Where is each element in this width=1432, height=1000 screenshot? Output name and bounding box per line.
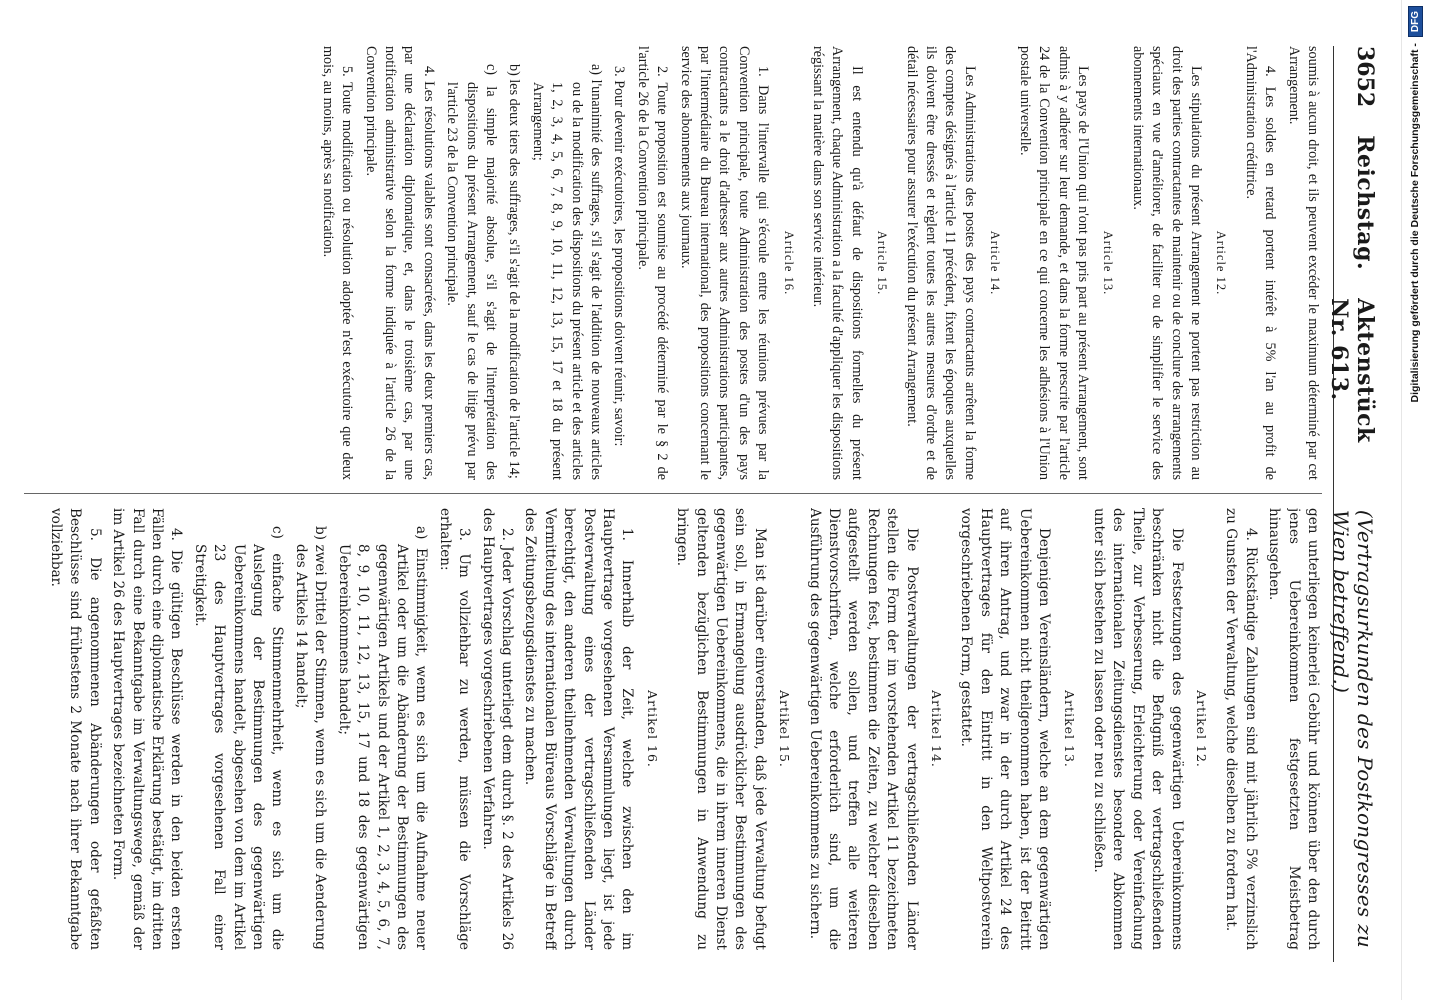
- article-heading: Article 15.: [875, 230, 890, 296]
- german-column: [24, 508, 1322, 950]
- scan-edge: [1401, 0, 1402, 1000]
- paragraph: 4. Les soldes en retard portent intérêt à 5% l'an au profit de l'Administration créditrice.: [1242, 46, 1279, 480]
- list-item: b) les deux tiers des suffrages, s'il s'agit de la modification de l'article 14;: [506, 64, 523, 479]
- page-number: 3652: [1352, 46, 1378, 108]
- paragraph: 4. Rückständige Zahlungen sind mit jährlich 5% verzinslich zu Gunsten der Verwaltung, welche dieselben zu fordern hat.: [1223, 508, 1259, 950]
- publication-name: Reichstag.: [1352, 135, 1378, 271]
- paragraph: 4. Les résolutions valables sont consacrées, dans les deux premiers cas, par une déclaration diplomatique, et, dans le troisième cas, par une notification administrative selon la forme indiquée à l'article 26 de la Convention principale.: [362, 46, 437, 480]
- paragraph: Les stipulations du présent Arrangement ne portent pas restriction au droit des parties contractantes de maintenir ou de conclure des arrangements spéciaux en vue d'améliorer, de faciliter ou de simplifier le service des abonnements internationaux.: [1129, 46, 1204, 480]
- list-item: a) l'unanimité des suffrages, s'il s'agit de l'addition de nouveaux articles ou de la modification des dispositions du présent article et des articles 1, 2, 3, 4, 5, 6, 7, 8, 9, 10, 11, 12, 13, 15, 17 et 18 du présent Arrangement;: [529, 64, 604, 480]
- article-heading: Artikel 13.: [1061, 690, 1077, 768]
- list-item: a) Einstimmigkeit, wenn es sich um die Aufnahme neuer Artikel oder um die Abänderung der Bestimmungen des gegenwärtigen Artikels und der Artikel 1, 2, 3, 4, 5, 6, 7, 8, 9, 10, 11, 12, 13, 15, 17 und 18 des gegenwärtigen Uebereinkommens handelt;: [335, 526, 430, 950]
- list-item: b) zwei Drittel der Stimmen, wenn es sich um die Aenderung des Artikels 14 handelt;: [292, 526, 329, 950]
- paragraph: 2. Jeder Vorschlag unterliegt dem durch §. 2 des Artikels 26 des Hauptvertrages vorgeschriebenen Verfahren.: [479, 508, 515, 950]
- paragraph: Denjenigen Vereinsländern, welche an dem gegenwärtigen Uebereinkommen nicht theilgenommen haben, ist der Beitritt auf ihren Antrag, und zwar in der durch Artikel 24 des Hauptvertrages für den Eintritt in den Weltpostverein vorgeschriebenen Form, gestattet.: [958, 508, 1053, 950]
- paragraph: Il est entendu qu'à défaut de dispositions formelles du présent Arrangement, chaque Administration a la faculté d'appliquer les dispositions régissant la matière dans son service intérieur.: [810, 46, 865, 480]
- list-item: c) einfache Stimmenmehrheit, wenn es sich um die Auslegung der Bestimmungen des gegenwärtigen Uebereinkommens handelt, abgesehen von dem im Artikel 23 des Hauptvertrages vorgesehenen Fall einer Streitigkeit.: [191, 526, 286, 950]
- paragraph: 3. Um vollziehbar zu werden, müssen die Vorschläge erhalten:: [436, 508, 473, 950]
- paragraph: Man ist darüber einverstanden, daß jede Verwaltung befugt sein soll, in Ermangelung ausdrücklicher Bestimmungen des gegenwärtigen Uebereinkommens, die in ihrem inneren Dienst geltenden bezüglichen Bestimmungen in Anwendung zu bringen.: [674, 508, 768, 950]
- article-heading: Article 16.: [781, 230, 796, 296]
- list-item: c) la simple majorité absolue, s'il s'agit de l'interprétation des dispositions du présent Arrangement, sauf le cas de litige prévu par l'article 23 de la Convention principale.: [444, 64, 499, 480]
- article-heading: Article 12.: [1214, 230, 1229, 296]
- paragraph: 4. Die gültigen Beschlüsse werden in den beiden ersten Fällen durch eine diplomatische Erklärung bestätigt, im dritten Fall durch eine Bekanntgabe im Verwaltungswege, gemäß der im Artikel 26 des Hauptvertrages bezeichneten Form.: [110, 508, 185, 950]
- paragraph: 5. Die angenommenen Abänderungen oder gefaßten Beschlüsse sind frühestens 2 Monate nach ihrer Bekanntgabe vollziehbar.: [48, 508, 103, 950]
- digitization-notice: [1404, 6, 1426, 991]
- document-subject: (Vertragsurkunden des Postkongresses zu Wien betreffend.): [1329, 509, 1377, 949]
- article-heading: Article 13.: [1101, 230, 1116, 296]
- paragraph: 3. Pour devenir exécutoires, les propositions doivent réunir, savoir:: [611, 66, 628, 447]
- document-number: Aktenstück Nr. 613.: [1326, 298, 1378, 443]
- paragraph: soumis à aucun droit, et ils peuvent excéder le maximum déterminé par cet Arrangement.: [1285, 46, 1321, 480]
- paragraph: 1. Dans l'intervalle qui s'écoule entre les réunions prévues par la Convention principale, toute Administration des postes d'un des pays contractants a le droit d'adresser aux autres Administrations participantes, par l'intermédiaire du Bureau international, des propositions concernant le service des abonnements aux journaux.: [677, 46, 772, 480]
- french-column: [24, 46, 1322, 480]
- paragraph: 5. Toute modification ou résolution adoptée n'est exécutoire que deux mois, au moins, après sa notification.: [319, 46, 356, 480]
- column-divider: [24, 493, 1322, 494]
- paragraph: 1. Innerhalb der Zeit, welche zwischen den im Hauptvertrage vorgesehenen Versammlungen liegt, ist jede Postverwaltung eines der vertragschließenden Länder berechtigt, den anderen theilnehmenden Verwaltungen durch Vermittelung des internationalen Büreaus Vorschläge in Betreff des Zeitungsbezugsdienstes zu machen.: [522, 508, 636, 950]
- paragraph: Les Administrations des postes des pays contractants arrêtent la forme des comptes désignés à l'article 11 précédent, fixent les époques auxquelles ils doivent être dressés et règlent toutes les autres mesures d'ordre et de détail nécessaires pour assurer l'exécution du présent Arrangement.: [903, 46, 978, 480]
- paragraph: Die Festsetzungen des gegenwärtigen Uebereinkommens beschränken nicht die Befugniß der vertragschließenden Theile, zur Verbesserung, Erleichterung oder Vereinfachung des internationalen Zeitungsdienstes besondere Abkommen unter sich bestehen zu lassen oder neu zu schließen.: [1090, 508, 1185, 950]
- paragraph: Die Postverwaltungen der vertragschließenden Länder stellen die Form der im vorstehenden Artikel 11 bezeichneten Rechnungen fest, bestimmen die Zeiten, zu welcher dieselben aufgestellt werden sollen, und treffen alle weiteren Dienstvorschriften, welche erforderlich sind, um die Ausführung des gegenwärtigen Uebereinkommens zu sichern.: [806, 508, 920, 950]
- article-heading: Artikel 12.: [1193, 690, 1209, 768]
- paragraph: Les pays de l'Union qui n'ont pas pris part au présent Arrangement, sont admis à y adhérer sur leur demande, et dans la forme prescrite par l'article 24 de la Convention principale en ce qui concerne les adhésions à l'Union postale universelle.: [1016, 46, 1091, 480]
- notice-text: Digitalisierung gefördert durch die Deutsche Forschungsgemeinschaft -: [1409, 43, 1421, 403]
- dfg-logo: DFG: [1408, 6, 1423, 37]
- paragraph: gen unterliegen keinerlei Gebühr und können über den durch jenes Uebereinkommen festgesetzten Meistbetrag hinausgehen.: [1266, 508, 1321, 950]
- article-heading: Artikel 16.: [644, 690, 660, 768]
- paragraph: 2. Toute proposition est soumise au procédé déterminé par le § 2 de l'article 26 de la Convention principale.: [634, 46, 671, 480]
- digitization-notice-text: [1404, 6, 1426, 991]
- page-header: [1326, 46, 1378, 962]
- article-heading: Article 14.: [988, 230, 1003, 296]
- article-heading: Artikel 14.: [929, 690, 945, 768]
- article-heading: Artikel 15.: [777, 690, 793, 768]
